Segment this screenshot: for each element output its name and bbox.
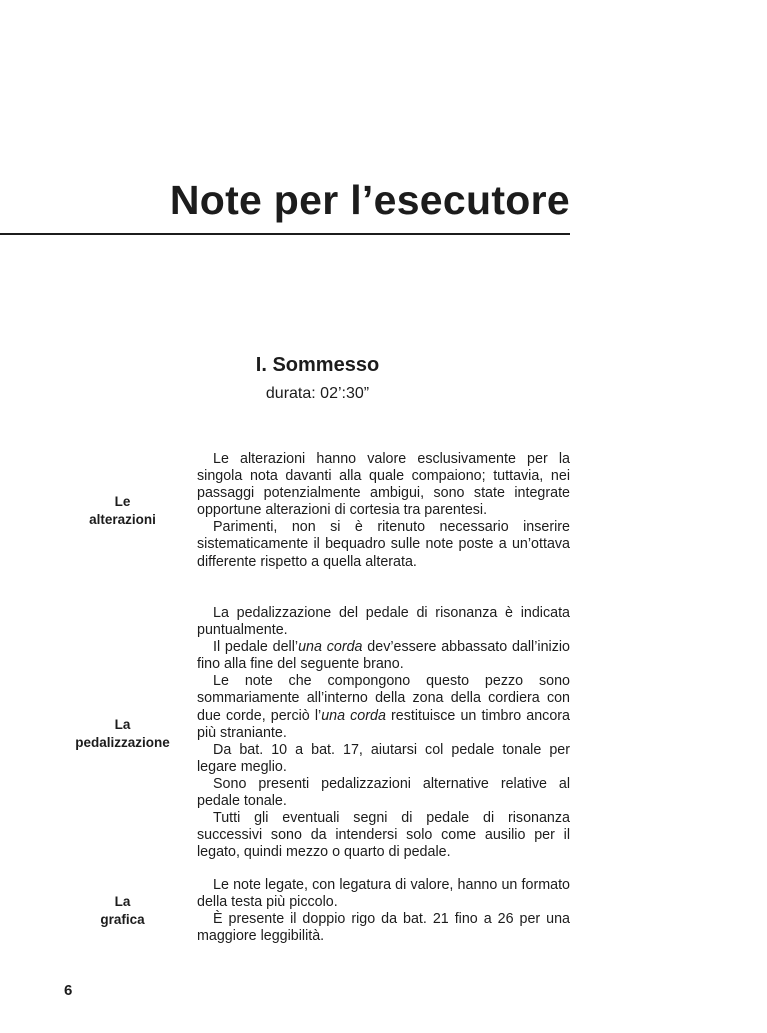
paragraph-text: Tutti gli eventuali segni di pedale di risonanza successivi sono da intendersi solo come ausilio per il legato, quindi mezzo o quarto di pedale. [197,810,570,861]
paragraph-text: Le alterazioni hanno valore esclusivamente per la singola nota davanti alla quale compaiono; tuttavia, nei passaggi potenzialmente ambigui, sono state integrate opportune alterazioni di cortesia tra parentesi. [197,451,570,519]
body-block-pedalizzazione [197,605,570,861]
body-paragraph [197,911,570,945]
paragraph-text: È presente il doppio rigo da bat. 21 fino a 26 per una maggiore leggibilità. [197,911,570,945]
paragraph-text: Le note legate, con legatura di valore, hanno un formato della testa più piccolo. [197,877,570,911]
body-paragraph [197,776,570,810]
side-label-line: La [114,894,131,909]
title-underline [0,233,570,235]
side-label-pedalizzazione [60,716,185,752]
italic-term: una corda [321,707,386,724]
paragraph-text: Sono presenti pedalizzazioni alternative relative al pedale tonale. [197,775,570,810]
italic-term: una corda [298,639,363,656]
body-paragraph [197,810,570,861]
side-label-line: grafica [100,912,145,927]
page-number: 6 [64,982,73,999]
paragraph-text: dev’essere abbassato dall’inizio fino alla fine del seguente brano. [197,639,570,673]
section-duration: durata: 02’:30” [265,385,370,402]
body-paragraph [197,673,570,741]
side-label-line: pedalizzazione [75,735,170,750]
paragraph-text: restituisce un timbro ancora più straniante. [197,707,570,741]
side-label-line: alterazioni [89,512,156,527]
body-block-grafica [197,877,570,945]
body-paragraph [197,519,570,570]
body-paragraph [197,877,570,911]
paragraph-text: Da bat. 10 a bat. 17, aiutarsi col pedale tonale per legare meglio. [197,741,570,775]
body-block-alterazioni [197,451,570,571]
side-label-grafica [60,893,185,929]
section-title: I. Sommesso [255,354,380,376]
body-paragraph [197,451,570,519]
body-paragraph [197,639,570,673]
body-paragraph [197,742,570,776]
paragraph-text: Il pedale dell’ [213,639,299,656]
paragraph-text: Le note che compongono questo pezzo sono sommariamente all’interno della zona della cordiera con due corde, perciò l’ [197,673,570,724]
page-title: Note per l’esecutore [169,177,570,223]
side-label-line: Le [114,494,131,509]
body-paragraph [197,605,570,639]
side-label-alterazioni [60,493,185,529]
paragraph-text: Parimenti, non si è ritenuto necessario inserire sistematicamente il bequadro sulle note poste a un’ottava differente rispetto a quella alterata. [197,519,570,570]
paragraph-text: La pedalizzazione del pedale di risonanza è indicata puntualmente. [197,605,570,639]
side-label-line: La [114,717,131,732]
